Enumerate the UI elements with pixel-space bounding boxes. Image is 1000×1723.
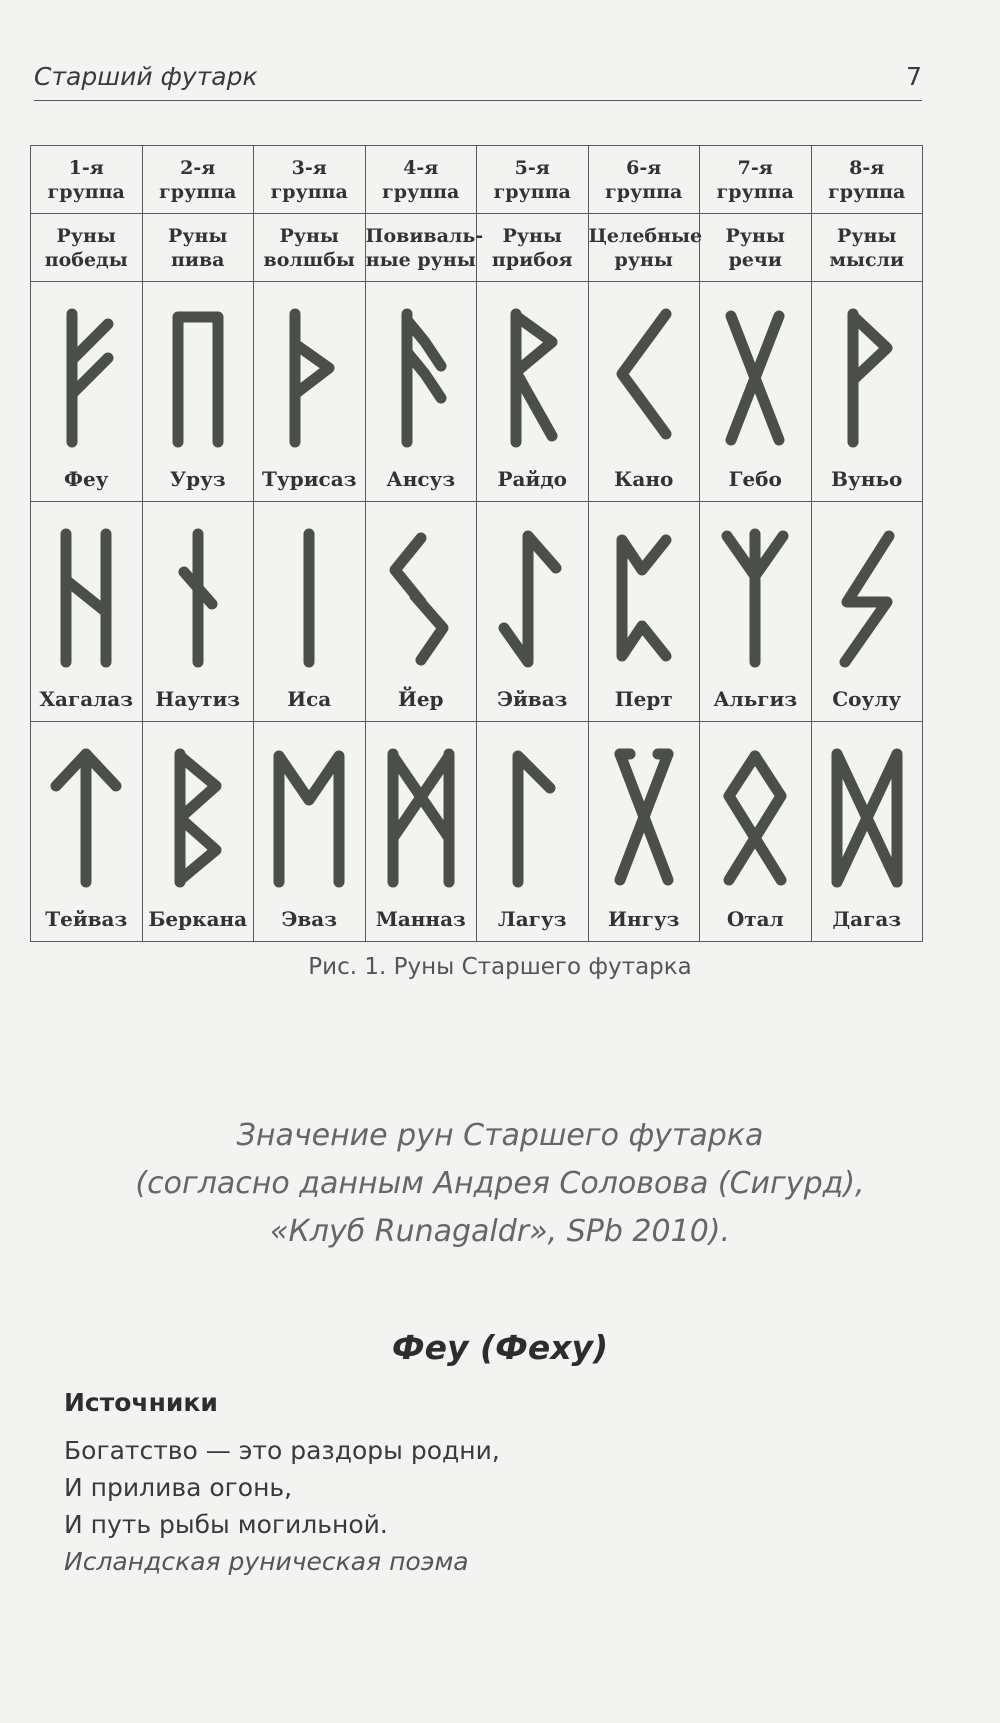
ehwaz-rune-icon bbox=[269, 742, 349, 892]
category-header: Целебные руны bbox=[588, 214, 700, 282]
othala-rune-icon bbox=[715, 742, 795, 892]
group-header: 4-я группа bbox=[365, 146, 477, 214]
category-header: Повиваль-ные руны bbox=[365, 214, 477, 282]
rune-cell bbox=[31, 282, 143, 502]
algiz-rune-icon bbox=[715, 522, 795, 672]
rune-cell bbox=[142, 722, 254, 942]
category-header: Руны мысли bbox=[811, 214, 923, 282]
rune-name: Кано bbox=[614, 467, 674, 491]
meaning-title-line: (согласно данным Андрея Солововa (Сигурд), bbox=[135, 1166, 865, 1201]
rune-name: Феу bbox=[63, 467, 109, 491]
rune-name: Дагаз bbox=[832, 907, 902, 931]
group-header: 7-я группа bbox=[700, 146, 812, 214]
poem-quote bbox=[64, 1432, 500, 1580]
meaning-title-line: Значение рун Старшего футарка bbox=[236, 1118, 764, 1153]
ansuz-rune-icon bbox=[381, 302, 461, 452]
meaning-title bbox=[0, 1112, 1000, 1256]
poem-line: И путь рыбы могильной. bbox=[64, 1510, 388, 1539]
rune-row bbox=[31, 502, 923, 722]
mannaz-rune-icon bbox=[381, 742, 461, 892]
poem-line: Богатство — это раздоры родни, bbox=[64, 1436, 500, 1465]
page-number: 7 bbox=[906, 62, 922, 91]
thurisaz-rune-icon bbox=[269, 302, 349, 452]
dagaz-rune-icon bbox=[827, 742, 907, 892]
meaning-title-line: «Клуб Runagaldr», SPb 2010). bbox=[269, 1214, 731, 1249]
raido-rune-icon bbox=[492, 302, 572, 452]
rune-name: Хагалаз bbox=[39, 687, 133, 711]
rune-cell bbox=[700, 722, 812, 942]
rune-cell bbox=[31, 722, 143, 942]
rune-cell bbox=[588, 722, 700, 942]
rune-name: Йер bbox=[397, 687, 444, 711]
rune-cell bbox=[365, 282, 477, 502]
rune-name: Беркана bbox=[148, 907, 248, 931]
rune-name: Ансуз bbox=[386, 467, 456, 491]
rune-cell bbox=[254, 502, 366, 722]
rune-name: Лагуз bbox=[498, 907, 567, 931]
inguz-rune-icon bbox=[604, 742, 684, 892]
rune-name: Ингуз bbox=[608, 907, 680, 931]
rune-cell bbox=[142, 502, 254, 722]
poem-line: И прилива огонь, bbox=[64, 1473, 293, 1502]
perthro-rune-icon bbox=[604, 522, 684, 672]
poem-attribution: Исландская руническая поэма bbox=[64, 1547, 469, 1576]
fehu-rune-icon bbox=[46, 302, 126, 452]
group-header-row bbox=[31, 146, 923, 214]
rune-cell bbox=[31, 502, 143, 722]
hagalaz-rune-icon bbox=[46, 522, 126, 672]
rune-name: Соулу bbox=[832, 687, 902, 711]
rune-name: Вуньо bbox=[831, 467, 903, 491]
rune-name: Райдо bbox=[497, 467, 567, 491]
rune-cell bbox=[588, 282, 700, 502]
sources-heading: Источники bbox=[64, 1388, 218, 1417]
rune-cell bbox=[365, 502, 477, 722]
category-header: Руны прибоя bbox=[477, 214, 589, 282]
rune-cell bbox=[588, 502, 700, 722]
rune-cell bbox=[811, 722, 923, 942]
berkana-rune-icon bbox=[158, 742, 238, 892]
rune-name: Отал bbox=[726, 907, 784, 931]
group-header: 8-я группа bbox=[811, 146, 923, 214]
category-header: Руны пива bbox=[142, 214, 254, 282]
nauthiz-rune-icon bbox=[158, 522, 238, 672]
rune-cell bbox=[142, 282, 254, 502]
rune-name: Перт bbox=[614, 687, 673, 711]
tiwaz-rune-icon bbox=[46, 742, 126, 892]
rune-name: Уруз bbox=[169, 467, 226, 491]
category-header: Руны речи bbox=[700, 214, 812, 282]
rune-row bbox=[31, 722, 923, 942]
group-header: 2-я группа bbox=[142, 146, 254, 214]
rune-name: Эйваз bbox=[497, 687, 568, 711]
rune-cell bbox=[811, 502, 923, 722]
rune-cell bbox=[254, 282, 366, 502]
rune-name: Иса bbox=[287, 687, 332, 711]
group-header: 1-я группа bbox=[31, 146, 143, 214]
figure-caption: Рис. 1. Руны Старшего футарка bbox=[308, 954, 692, 980]
rune-cell bbox=[811, 282, 923, 502]
running-head-title: Старший футарк bbox=[34, 62, 258, 91]
group-header: 5-я группа bbox=[477, 146, 589, 214]
rune-row bbox=[31, 282, 923, 502]
group-header: 3-я группа bbox=[254, 146, 366, 214]
rune-cell bbox=[700, 282, 812, 502]
rune-cell bbox=[365, 722, 477, 942]
rune-name: Гебо bbox=[728, 467, 782, 491]
gebo-rune-icon bbox=[715, 302, 795, 452]
group-header: 6-я группа bbox=[588, 146, 700, 214]
rune-cell bbox=[477, 282, 589, 502]
rune-cell bbox=[254, 722, 366, 942]
rune-cell bbox=[700, 502, 812, 722]
kano-rune-icon bbox=[604, 302, 684, 452]
rune-name: Тейваз bbox=[45, 907, 128, 931]
isa-rune-icon bbox=[269, 522, 349, 672]
rune-cell bbox=[477, 722, 589, 942]
rune-name: Альгиз bbox=[713, 687, 798, 711]
rune-name: Эваз bbox=[281, 907, 338, 931]
wunjo-rune-icon bbox=[827, 302, 907, 452]
rune-name: Турисаз bbox=[262, 467, 357, 491]
category-header: Руны волшбы bbox=[254, 214, 366, 282]
laguz-rune-icon bbox=[492, 742, 572, 892]
category-header: Руны победы bbox=[31, 214, 143, 282]
section-title: Феу (Феху) bbox=[391, 1328, 609, 1367]
category-header-row bbox=[31, 214, 923, 282]
eihwaz-rune-icon bbox=[492, 522, 572, 672]
rune-name: Наутиз bbox=[155, 687, 241, 711]
uruz-rune-icon bbox=[158, 302, 238, 452]
sowilo-rune-icon bbox=[827, 522, 907, 672]
jera-rune-icon bbox=[381, 522, 461, 672]
rune-name: Манназ bbox=[375, 907, 466, 931]
rune-cell bbox=[477, 502, 589, 722]
running-head bbox=[34, 60, 922, 101]
runes-table bbox=[30, 145, 923, 942]
